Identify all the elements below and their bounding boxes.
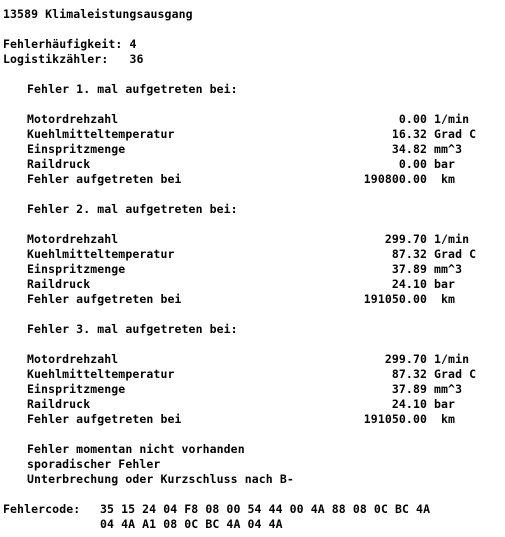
- measurement-label: Motordrehzahl: [27, 232, 119, 246]
- measurement-unit: Grad C: [434, 367, 477, 381]
- status-not-present: Fehler momentan nicht vorhanden: [27, 442, 245, 456]
- measurement-value: 87.32: [391, 247, 427, 261]
- status-open-or-short: Unterbrechung oder Kurzschluss nach B-: [27, 472, 294, 486]
- measurement-label: Fehler aufgetreten bei: [27, 412, 182, 426]
- measurement-value: 299.70: [384, 232, 427, 246]
- measurement-row: [3, 232, 503, 247]
- measurement-row: [3, 367, 503, 382]
- measurement-row: [3, 127, 503, 142]
- fault-code-label: Fehlercode:: [3, 502, 81, 516]
- measurement-row: [3, 277, 503, 292]
- measurement-label: Kuehlmitteltemperatur: [27, 367, 175, 381]
- measurement-value: 0.00: [398, 157, 427, 171]
- measurement-row: [3, 397, 503, 412]
- fault-frequency-row: [3, 37, 503, 52]
- measurement-label: Einspritzmenge: [27, 262, 126, 276]
- measurement-value: 37.89: [391, 382, 427, 396]
- measurement-label: Raildruck: [27, 277, 91, 291]
- status-sporadic: sporadischer Fehler: [27, 457, 161, 471]
- fault-code-row: [3, 502, 503, 517]
- measurement-value: 16.32: [391, 127, 427, 141]
- measurement-value: 24.10: [391, 277, 427, 291]
- measurement-value: 191050.00: [363, 412, 427, 426]
- fault-frequency-label: Fehlerhäufigkeit:: [3, 37, 123, 51]
- measurement-value: 37.89: [391, 262, 427, 276]
- measurement-label: Motordrehzahl: [27, 352, 119, 366]
- measurement-unit: 1/min: [434, 352, 470, 366]
- measurement-value: 0.00: [398, 112, 427, 126]
- fault-code-bytes-line-1: 35 15 24 04 F8 08 00 54 44 00 4A 88 08 0C BC 4A: [100, 502, 431, 516]
- fault-code-row-2: [3, 517, 503, 532]
- fault-report: [3, 7, 503, 532]
- measurement-row: [3, 412, 503, 427]
- occurrence-1-heading: Fehler 1. mal aufgetreten bei:: [27, 82, 238, 96]
- measurement-label: Kuehlmitteltemperatur: [27, 127, 175, 141]
- measurement-unit: 1/min: [434, 112, 470, 126]
- measurement-unit: km: [434, 412, 456, 426]
- measurement-value: 299.70: [384, 352, 427, 366]
- measurement-unit: km: [434, 172, 456, 186]
- measurement-unit: km: [434, 292, 456, 306]
- measurement-unit: mm^3: [434, 262, 463, 276]
- measurement-row: [3, 112, 503, 127]
- measurement-unit: mm^3: [434, 382, 463, 396]
- measurement-row: [3, 172, 503, 187]
- measurement-row: [3, 382, 503, 397]
- measurement-unit: 1/min: [434, 232, 470, 246]
- measurement-row: [3, 292, 503, 307]
- measurement-row: [3, 352, 503, 367]
- measurement-value: 34.82: [391, 142, 427, 156]
- measurement-label: Fehler aufgetreten bei: [27, 172, 182, 186]
- measurement-row: [3, 142, 503, 157]
- measurement-unit: bar: [434, 157, 456, 171]
- measurement-value: 87.32: [391, 367, 427, 381]
- measurement-unit: Grad C: [434, 247, 477, 261]
- measurement-unit: bar: [434, 397, 456, 411]
- measurement-label: Motordrehzahl: [27, 112, 119, 126]
- logistics-counter-row: [3, 52, 503, 67]
- measurement-row: [3, 262, 503, 277]
- measurement-label: Raildruck: [27, 397, 91, 411]
- measurement-label: Einspritzmenge: [27, 142, 126, 156]
- measurement-unit: Grad C: [434, 127, 477, 141]
- measurement-unit: bar: [434, 277, 456, 291]
- fault-frequency-value: 4: [129, 37, 137, 51]
- measurement-unit: mm^3: [434, 142, 463, 156]
- logistics-counter-value: 36: [129, 52, 144, 66]
- fault-title: 13589 Klimaleistungsausgang: [3, 7, 193, 21]
- measurement-label: Einspritzmenge: [27, 382, 126, 396]
- measurement-value: 190800.00: [363, 172, 427, 186]
- logistics-counter-label: Logistikzähler:: [3, 52, 109, 66]
- measurement-label: Kuehlmitteltemperatur: [27, 247, 175, 261]
- fault-code-bytes-line-2: 04 4A A1 08 0C BC 4A 04 4A: [100, 517, 283, 531]
- measurement-row: [3, 157, 503, 172]
- occurrence-3-heading: Fehler 3. mal aufgetreten bei:: [27, 322, 238, 336]
- measurement-row: [3, 247, 503, 262]
- measurement-label: Raildruck: [27, 157, 91, 171]
- measurement-value: 24.10: [391, 397, 427, 411]
- measurement-value: 191050.00: [363, 292, 427, 306]
- measurement-label: Fehler aufgetreten bei: [27, 292, 182, 306]
- occurrence-2-heading: Fehler 2. mal aufgetreten bei:: [27, 202, 238, 216]
